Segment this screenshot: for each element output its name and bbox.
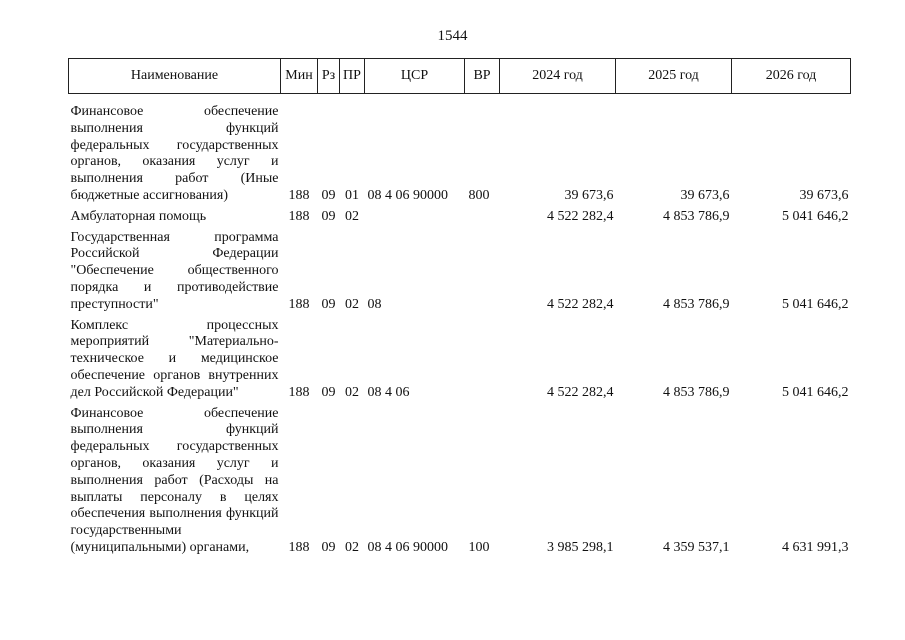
budget-table <box>68 58 851 561</box>
header-min: Мин <box>281 59 318 94</box>
row-2026: 39 673,6 <box>799 187 849 203</box>
row-min: 188 <box>288 296 310 312</box>
row-2026: 5 041 646,2 <box>782 384 849 400</box>
header-2024: 2024 год <box>500 59 616 94</box>
row-2026: 4 631 991,3 <box>782 539 849 555</box>
header-rz: Рз <box>318 59 340 94</box>
row-2025: 4 853 786,9 <box>663 208 730 224</box>
header-name: Наименование <box>69 59 281 94</box>
header-csr: ЦСР <box>365 59 465 94</box>
row-2025: 39 673,6 <box>680 187 730 203</box>
row-rz: 09 <box>321 539 336 555</box>
row-vr <box>465 230 500 318</box>
table-row <box>69 104 851 209</box>
row-2024: 39 673,6 <box>564 187 614 203</box>
row-2025: 4 359 537,1 <box>663 539 730 555</box>
row-name: Амбулаторная помощь <box>70 208 207 224</box>
table-body <box>69 94 851 561</box>
row-min: 188 <box>288 539 310 555</box>
row-min: 188 <box>288 208 310 224</box>
row-pr: 02 <box>345 384 359 400</box>
row-vr: 800 <box>468 187 490 203</box>
row-2024: 4 522 282,4 <box>547 296 614 312</box>
row-rz: 09 <box>321 296 336 312</box>
row-2025: 4 853 786,9 <box>663 384 730 400</box>
row-name: Комплекс процессных мероприятий "Материально-техническое и медицинское обеспечение органов внутренних дел Российской Федерации" <box>70 317 279 400</box>
header-2025: 2025 год <box>616 59 732 94</box>
row-2024: 3 985 298,1 <box>547 539 614 555</box>
row-csr <box>365 209 465 230</box>
row-name: Финансовое обеспечение выполнения функций федеральных государственных органов, оказания услуг и выполнения работ (Расходы на выплаты персоналу в целях обеспечения выполнения функций государственными (муниципальными) органами, <box>70 405 279 555</box>
row-vr <box>465 209 500 230</box>
row-2024: 4 522 282,4 <box>547 384 614 400</box>
row-csr: 08 <box>367 296 382 312</box>
row-2026: 5 041 646,2 <box>782 208 849 224</box>
page-number: 1544 <box>437 28 468 44</box>
header-2026: 2026 год <box>732 59 851 94</box>
row-vr <box>465 318 500 406</box>
table-row <box>69 209 851 230</box>
row-min: 188 <box>288 384 310 400</box>
row-min: 188 <box>288 187 310 203</box>
header-pr: ПР <box>340 59 365 94</box>
row-csr: 08 4 06 90000 <box>367 187 448 203</box>
table-row <box>69 318 851 406</box>
row-rz: 09 <box>321 208 336 224</box>
row-csr: 08 4 06 90000 <box>367 539 448 555</box>
row-pr: 02 <box>345 296 359 312</box>
row-vr: 100 <box>468 539 490 555</box>
row-pr: 01 <box>345 187 359 203</box>
row-2024: 4 522 282,4 <box>547 208 614 224</box>
row-2026: 5 041 646,2 <box>782 296 849 312</box>
table-row <box>69 406 851 561</box>
header-vr: ВР <box>465 59 500 94</box>
row-rz: 09 <box>321 384 336 400</box>
row-csr: 08 4 06 <box>367 384 410 400</box>
row-2025: 4 853 786,9 <box>663 296 730 312</box>
table-header <box>69 59 851 94</box>
row-name: Государственная программа Российской Федерации "Обеспечение общественного порядка и противодействие преступности" <box>70 229 279 312</box>
table-row <box>69 230 851 318</box>
row-rz: 09 <box>321 187 336 203</box>
row-name: Финансовое обеспечение выполнения функций федеральных государственных органов, оказания услуг и выполнения работ (Иные бюджетные ассигнования) <box>70 104 279 203</box>
row-pr: 02 <box>345 539 359 555</box>
row-pr: 02 <box>345 208 359 224</box>
